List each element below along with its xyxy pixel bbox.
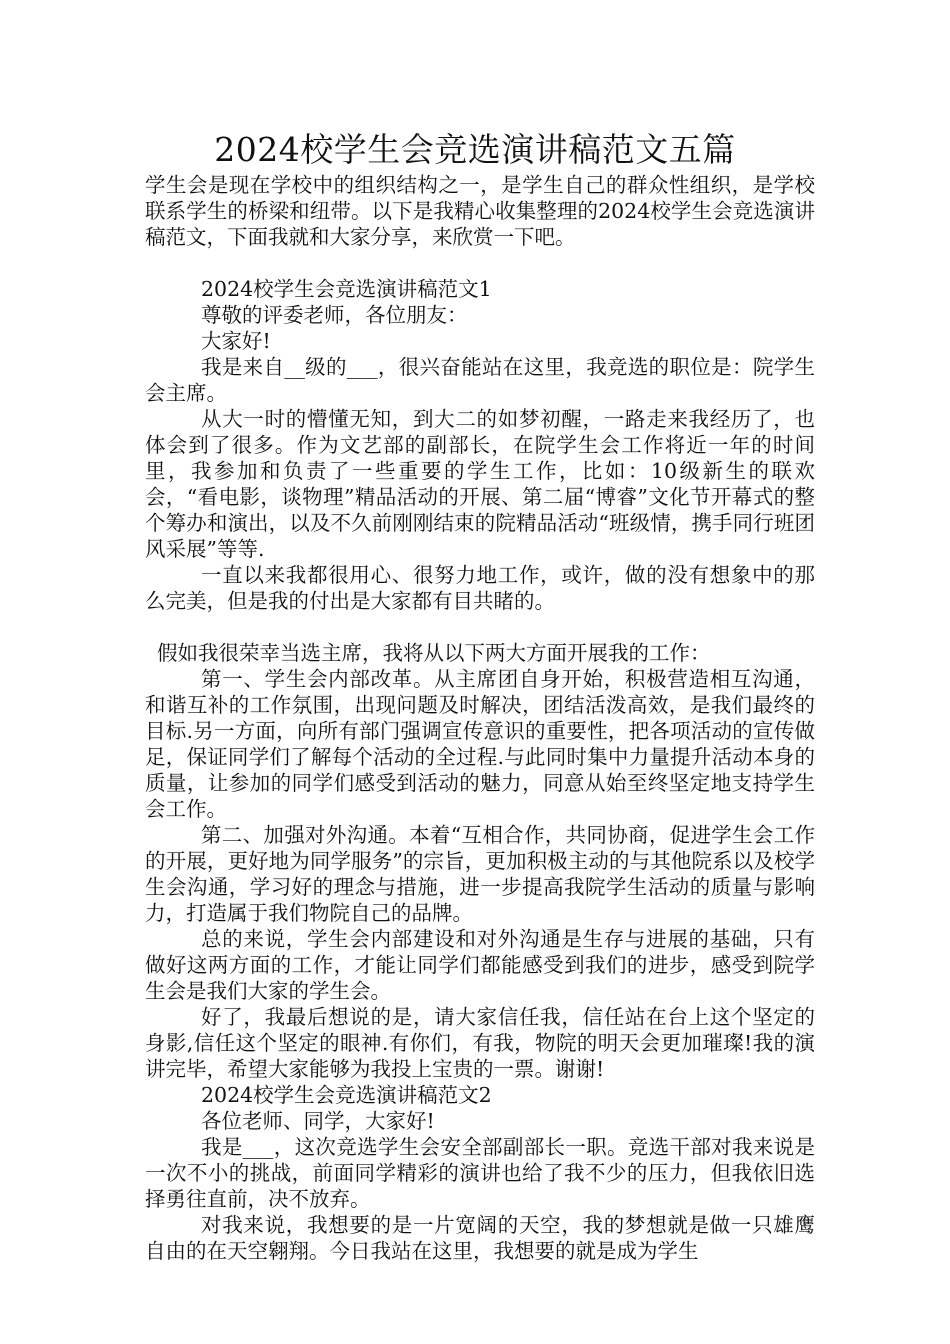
document-title: 2024校学生会竞选演讲稿范文五篇 [214, 130, 736, 169]
section-heading: 2024校学生会竞选演讲稿范文1 [201, 277, 492, 301]
hello-line: 大家好! [201, 329, 271, 353]
greeting-line: 尊敬的评委老师，各位朋友： [201, 303, 468, 327]
body-paragraph: 对我来说，我想要的是一片宽阔的天空，我的梦想就是做一只雄鹰自由的在天空翱翔。今日我站在这里，我想要的就是成为学生 [145, 1213, 815, 1263]
body-paragraph: 假如我很荣幸当选主席，我将从以下两大方面开展我的工作： [157, 641, 711, 665]
body-paragraph: 好了，我最后想说的是，请大家信任我，信任站在台上这个坚定的身影,信任这个坚定的眼神.有你们，有我，物院的明天会更加璀璨!我的演讲完毕，希望大家能够为我投上宝贵的一票。谢谢! [145, 1005, 815, 1081]
paragraph-gap [145, 250, 815, 276]
intro-paragraph: 学生会是现在学校中的组织结构之一，是学生自己的群众性组织，是学校联系学生的桥梁和纽带。以下是我精心收集整理的2024校学生会竞选演讲稿范文，下面我就和大家分享，来欣赏一下吧。 [145, 173, 815, 249]
document-body [145, 172, 815, 1264]
greeting-line: 各位老师、同学，大家好! [201, 1109, 435, 1133]
body-paragraph: 我是___，这次竞选学生会安全部副部长一职。竞选干部对我来说是一次不小的挑战，前面同学精彩的演讲也给了我不少的压力，但我依旧选择勇往直前，决不放弃。 [145, 1135, 815, 1211]
body-paragraph: 第二、加强对外沟通。本着“互相合作，共同协商，促进学生会工作的开展，更好地为同学服务”的宗旨，更加积极主动的与其他院系以及校学生会沟通，学习好的理念与措施，进一步提高我院学生活动的质量与影响力，打造属于我们物院自己的品牌。 [145, 823, 815, 925]
body-paragraph: 从大一时的懵懂无知，到大二的如梦初醒，一路走来我经历了，也体会到了很多。作为文艺部的副部长，在院学生会工作将近一年的时间里，我参加和负责了一些重要的学生工作，比如：10级新生的联欢会，“看电影，谈物理”精品活动的开展、第二届“博睿”文化节开幕式的整个筹办和演出，以及不久前刚刚结束的院精品活动“班级情，携手同行班团风采展”等等. [145, 407, 815, 561]
section-heading: 2024校学生会竞选演讲稿范文2 [201, 1083, 492, 1107]
body-paragraph: 一直以来我都很用心、很努力地工作，或许，做的没有想象中的那么完美，但是我的付出是大家都有目共睹的。 [145, 563, 815, 613]
paragraph-gap [145, 614, 815, 640]
body-paragraph: 第一、学生会内部改革。从主席团自身开始，积极营造相互沟通，和谐互补的工作氛围，出现问题及时解决，团结活泼高效，是我们最终的目标.另一方面，向所有部门强调宣传意识的重要性，把各项活动的宣传做足，保证同学们了解每个活动的全过程.与此同时集中力量提升活动本身的质量，让参加的同学们感受到活动的魅力，同意从始至终坚定地支持学生会工作。 [145, 667, 815, 821]
body-paragraph: 我是来自__级的___，很兴奋能站在这里，我竞选的职位是：院学生会主席。 [145, 355, 815, 405]
body-paragraph: 总的来说，学生会内部建设和对外沟通是生存与进展的基础，只有做好这两方面的工作，才能让同学们都能感受到我们的进步，感受到院学生会是我们大家的学生会。 [145, 927, 815, 1003]
